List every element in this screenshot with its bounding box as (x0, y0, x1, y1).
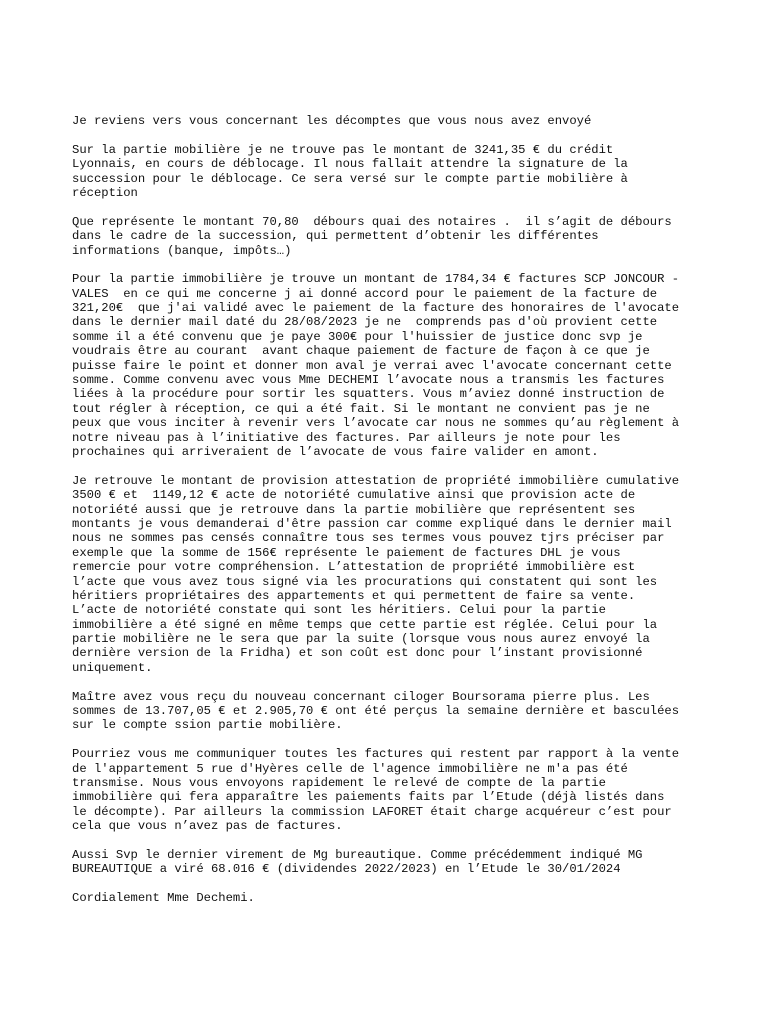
text-line: nous ne sommes pas censés connaître tous ses termes vous pouvez tjrs préciser par (72, 531, 665, 546)
text-line: somme. Comme convenu avec vous Mme DECHEMI l’avocate nous a transmis les factures (72, 373, 665, 388)
text-line: le décompte). Par ailleurs la commission LAFORET était charge acquéreur c’est pour (72, 804, 672, 819)
text-line: VALES en ce qui me concerne j ai donné accord pour le paiement de la facture de (72, 286, 658, 301)
text-line: Maître avez vous reçu du nouveau concernant ciloger Boursorama pierre plus. Les (72, 689, 650, 704)
text-line: liées à la procédure pour sortir les squatters. Vous m’aviez donné instruction de (72, 387, 665, 402)
text-line: immobilière qui fera apparaître les paiements faits par l’Etude (déjà listés dans (72, 790, 665, 805)
text-line: notre niveau pas à l’initiative des factures. Par ailleurs je note pour les (72, 430, 621, 445)
paragraph-ciloger (72, 690, 712, 733)
text-line: succession pour le déblocage. Ce sera versé sur le compte partie mobilière à (72, 171, 628, 186)
text-line: somme il a été convenu que je paye 300€ pour l'huissier de justice donc svp je (72, 329, 643, 344)
closing-signature (72, 891, 712, 905)
text-line: 321,20€ que j'ai validé avec le paiement de la facture des honoraires de l'avocate (72, 301, 680, 316)
text-line: uniquement. (72, 660, 153, 675)
text-line: prochaines qui arriveraient de l’avocate de vous faire valider en amont. (72, 444, 599, 459)
text-line: BUREAUTIQUE a viré 68.016 € (dividendes 2022/2023) en l’Etude le 30/01/2024 (72, 862, 621, 877)
text-line: Pourriez vous me communiquer toutes les factures qui restent par rapport à la vente (72, 747, 680, 762)
text-line: peux que vous inciter à revenir vers l’avocate car nous ne sommes qu’au règlement à (72, 416, 680, 431)
text-line: dans le cadre de la succession, qui permettent d’obtenir les différentes (72, 229, 599, 244)
text-line: sommes de 13.707,05 € et 2.905,70 € ont été perçus la semaine dernière et basculées (72, 704, 680, 719)
text-line: notoriété aussi que je retrouve dans la partie mobilière que représentent ses (72, 502, 636, 517)
text-line: cela que vous n’avez pas de factures. (72, 819, 343, 834)
text-line: sur le compte ssion partie mobilière. (72, 718, 343, 733)
text-line: remercie pour votre compréhension. L’attestation de propriété immobilière est (72, 560, 636, 575)
paragraph-provision (72, 474, 712, 675)
text-line: Je retrouve le montant de provision attestation de propriété immobilière cumulative (72, 473, 680, 488)
paragraph-partie-mobiliere (72, 143, 712, 201)
text-line: héritiers propriétaires des appartements et qui permettent de faire sa vente. (72, 588, 636, 603)
text-line: dernière version de la Fridha) et son coût est donc pour l’instant provisionné (72, 646, 643, 661)
text-line: Lyonnais, en cours de déblocage. Il nous fallait attendre la signature de la (72, 157, 628, 172)
text-line: Cordialement Mme Dechemi. (72, 891, 255, 906)
letter-body (72, 114, 712, 920)
text-line: Sur la partie mobilière je ne trouve pas le montant de 3241,35 € du crédit (72, 142, 614, 157)
paragraph-virement (72, 848, 712, 877)
text-line: de l'appartement 5 rue d'Hyères celle de l'agence immobilière ne m'a pas été (72, 761, 628, 776)
text-line: L’acte de notoriété constate qui sont les héritiers. Celui pour la partie (72, 603, 606, 618)
text-line: voudrais être au courant avant chaque paiement de facture de façon à ce que je (72, 344, 650, 359)
text-line: Pour la partie immobilière je trouve un montant de 1784,34 € factures SCP JONCOUR - (72, 272, 680, 287)
paragraph-partie-immobiliere (72, 272, 712, 459)
paragraph-factures (72, 747, 712, 833)
text-line: immobilière a été signé en même temps que cette partie est réglée. Celui pour la (72, 617, 658, 632)
text-line: l’acte que vous avez tous signé via les procurations qui constatent qui sont les (72, 574, 658, 589)
text-line: dans le dernier mail daté du 28/08/2023 je ne comprends pas d'où provient cette (72, 315, 658, 330)
text-line: informations (banque, impôts…) (72, 243, 292, 258)
paragraph-intro (72, 114, 712, 128)
text-line: Je reviens vers vous concernant les décomptes que vous nous avez envoyé (72, 114, 592, 128)
text-line: montants je vous demanderai d'être passion car comme expliqué dans le dernier mail (72, 516, 672, 531)
text-line: Que représente le montant 70,80 débours quai des notaires . il s’agit de débours (72, 214, 672, 229)
paragraph-debours (72, 215, 712, 258)
text-line: Aussi Svp le dernier virement de Mg bureautique. Comme précédemment indiqué MG (72, 847, 643, 862)
text-line: exemple que la somme de 156€ représente le paiement de factures DHL je vous (72, 545, 621, 560)
text-line: tout régler à réception, ce qui a été fait. Si le montant ne convient pas je ne (72, 401, 650, 416)
text-line: transmise. Nous vous envoyons rapidement le relevé de compte de la partie (72, 775, 606, 790)
text-line: partie mobilière ne le sera que par la suite (lorsque vous nous aurez envoyé la (72, 632, 650, 647)
text-line: réception (72, 185, 138, 200)
text-line: puisse faire le point et donner mon aval je verrai avec l'avocate concernant cette (72, 358, 672, 373)
text-line: 3500 € et 1149,12 € acte de notoriété cumulative ainsi que provision acte de (72, 488, 636, 503)
